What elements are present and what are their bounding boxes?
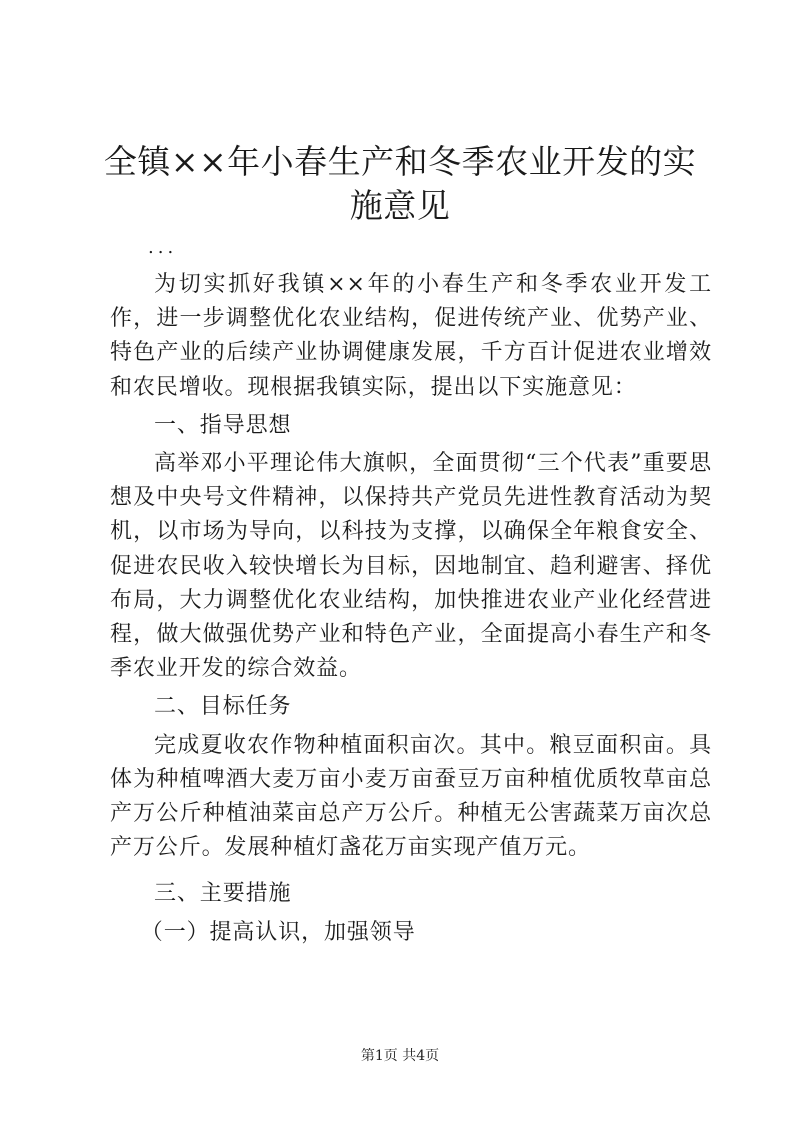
page-footer: 第1页 共4页 bbox=[360, 1048, 440, 1064]
ellipsis-mark: ... bbox=[148, 237, 178, 258]
targets-paragraph: 完成夏收农作物种植面积亩次。其中。粮豆面积亩。具体为种植啤酒大麦万亩小麦万亩蚕豆万亩种植优质牧草亩总产万公斤种植油菜亩总产万公斤。种植无公害蔬菜万亩次总产万公斤。发展种植灯盏花万亩实现产值万元。 bbox=[110, 732, 712, 861]
section-heading-measures: 三、主要措施 bbox=[154, 881, 292, 907]
subsection-heading-leadership: （一）提高认识，加强领导 bbox=[140, 919, 416, 945]
section-heading-targets: 二、目标任务 bbox=[154, 694, 292, 720]
section-heading-guiding-thought: 一、指导思想 bbox=[154, 412, 292, 438]
paragraph-spacer bbox=[110, 865, 712, 873]
document-body bbox=[110, 268, 712, 950]
document-title: 全镇××年小春生产和冬季农业开发的实施意见 bbox=[103, 142, 697, 225]
guiding-thought-paragraph: 高举邓小平理论伟大旗帜，全面贯彻“三个代表”重要思想及中央号文件精神，以保持共产党员先进性教育活动为契机，以市场为导向，以科技为支撑，以确保全年粮食安全、促进农民收入较快增长为目标，因地制宜、趋利避害、择优布局，大力调整优化农业结构，加快推进农业产业化经营进程，做大做强优势产业和特色产业，全面提高小春生产和冬季农业开发的综合效益。 bbox=[110, 451, 712, 682]
intro-paragraph: 为切实抓好我镇××年的小春生产和冬季农业开发工作，进一步调整优化农业结构，促进传统产业、优势产业、特色产业的后续产业协调健康发展，千方百计促进农业增效和农民增收。现根据我镇实际，提出以下实施意见： bbox=[110, 272, 712, 400]
